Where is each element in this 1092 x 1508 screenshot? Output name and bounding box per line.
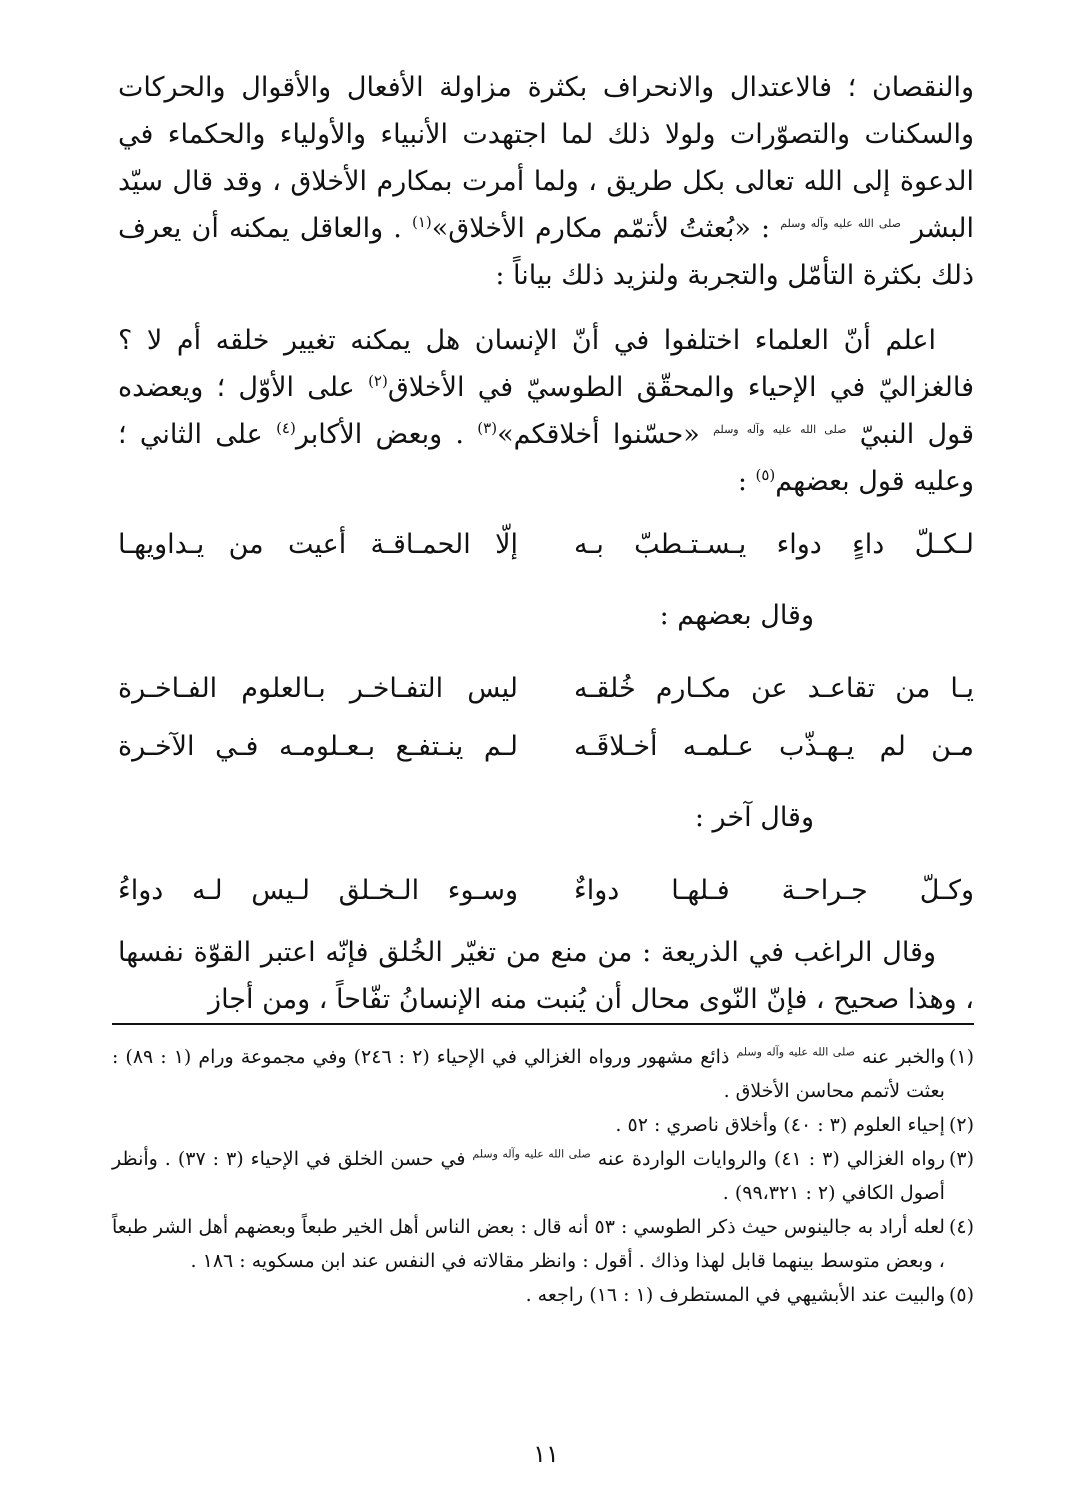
verse-second-hemistich: لـم ينـتفـع بـعـلومـه فـي الآخـرة: [118, 730, 518, 762]
paragraph-2: اعلم أنّ العلماء اختلفوا في أنّ الإنسان هل يمكنه تغيير خلقه أم لا ؟ فالغزاليّ في الإحياء والمحقّق الطوسيّ في الأخلاق$^{(٢)}$ على الأوّل ؛ ويعضده قول النبيّ $^{صلى الله عليه وآله وسلم}$ «حسّنوا أخلاقكم»$^{(٣)}$ . وبعض الأكابر$^{(٤)}$ على الثاني ؛ وعليه قول بعضهم$^{(٥)}$ :: [118, 325, 974, 497]
verse-second-hemistich: ليس التفـاخـر بـالعلوم الفـاخـرة: [118, 672, 518, 704]
footnote-number: (١): [948, 1046, 974, 1068]
footnote-number: (٢): [948, 1114, 974, 1136]
footnotes: [112, 1040, 974, 1312]
page-number: ١١: [533, 1440, 559, 1468]
verse-line: [118, 515, 974, 573]
paragraph-1: والنقصان ؛ فالاعتدال والانحراف بكثرة مزاولة الأفعال والأقوال والحركات والسكنات والتصوّرات ولولا ذلك لما اجتهدت الأنبياء والأولياء والحكماء في الدعوة إلى الله تعالى بكل طريق ، ولما أمرت بمكارم الأخلاق ، وقد قال سيّد البشر $^{صلى الله عليه وآله وسلم}$ : «بُعثتُ لأتمّم مكارم الأخلاق»$^{(١)}$ . والعاقل يمكنه أن يعرف ذلك بكثرة التأمّل والتجربة ولنزيد ذلك بياناً :: [118, 72, 974, 291]
verse-first-hemistich: وكـلّ جـراحـة فـلهـا دواءٌ: [574, 874, 974, 906]
footnote-ref-5[interactable]: (٥): [755, 466, 776, 484]
footnote-2: (٢) إحياء العلوم (٣ : ٤٠) وأخلاق ناصري : ٥٢ .: [112, 1108, 974, 1142]
footnote-number: (٣): [948, 1148, 974, 1170]
footnote-ref-2[interactable]: (٢): [368, 372, 388, 390]
footnote-1: (١) والخبر عنه $^{صلى الله عليه وآله وسلم}$ ذائع مشهور ورواه الغزالي في الإحياء (٢ : ٢٤٦) وفي مجموعة ورام (١ : ٨٩) : بعثت لأتمم محاسن الأخلاق .: [112, 1040, 974, 1108]
footnote-ref-1[interactable]: (١): [411, 213, 432, 231]
pbuh-mark-icon: صلى الله عليه وآله وسلم: [713, 423, 847, 436]
verse-first-hemistich: مـن لم يـهـذّب عـلمـه أخـلاقَـه: [574, 730, 974, 762]
footnote-number: (٥): [948, 1284, 974, 1306]
pbuh-mark-icon: صلى الله عليه وآله وسلم: [736, 1045, 855, 1059]
footnote-ref-4[interactable]: (٤): [276, 419, 296, 437]
verse-first-hemistich: لـكـلّ داءٍ دواء يـسـتـطبّ بـه: [574, 528, 974, 560]
verse-second-hemistich: إلّا الحمـاقـة أعيت من يـداويهـا: [118, 528, 518, 560]
poem-3: [118, 861, 974, 919]
footnote-5: (٥) والبيت عند الأبشيهي في المستطرف (١ : ١٦) راجعه .: [112, 1278, 974, 1312]
poem-1: [118, 515, 974, 573]
pbuh-mark-icon: صلى الله عليه وآله وسلم: [472, 1147, 591, 1161]
footnote-4: (٤) لعله أراد به جالينوس حيث ذكر الطوسي : ٥٣ أنه قال : بعض الناس أهل الخير طبعاً وبعضهم أهل الشر طبعاً ، وبعض متوسط بينهما قابل لهذا وذاك . أقول : وانظر مقالاته في النفس عند ابن مسكويه : ١٨٦ .: [112, 1210, 974, 1278]
footnote-number: (٤): [948, 1216, 974, 1238]
verse-second-hemistich: وسـوء الـخـلق لـيس لـه دواءُ: [118, 874, 518, 906]
footnote-ref-3[interactable]: (٣): [477, 419, 498, 437]
verse-line: [118, 717, 974, 775]
footnote-separator: [112, 1023, 974, 1025]
verse-line: [118, 659, 974, 717]
footnote-3: (٣) رواه الغزالي (٣ : ٤١) والروايات الواردة عنه $^{صلى الله عليه وآله وسلم}$ في حسن الخلق في الإحياء (٣ : ٣٧) . وأنظر أصول الكافي (٢ : ٩٩،٣٢١) .: [112, 1142, 974, 1210]
verse-intro-3: وقال آخر :: [694, 802, 814, 833]
pbuh-mark-icon: صلى الله عليه وآله وسلم: [780, 217, 901, 230]
verse-intro-2: وقال بعضهم :: [659, 600, 814, 631]
paragraph-3: وقال الراغب في الذريعة : من منع من تغيّر الخُلق فإنّه اعتبر القوّة نفسها ، وهذا صحيح ، فإنّ النّوى محال أن يُنبت منه الإنسانُ تفّاحاً ، ومن أجاز: [118, 937, 974, 1015]
verse-first-hemistich: يـا من تقاعـد عن مكـارم خُلقـه: [574, 672, 974, 704]
poem-2: [118, 659, 974, 775]
verse-line: [118, 861, 974, 919]
main-text: [118, 64, 974, 1023]
